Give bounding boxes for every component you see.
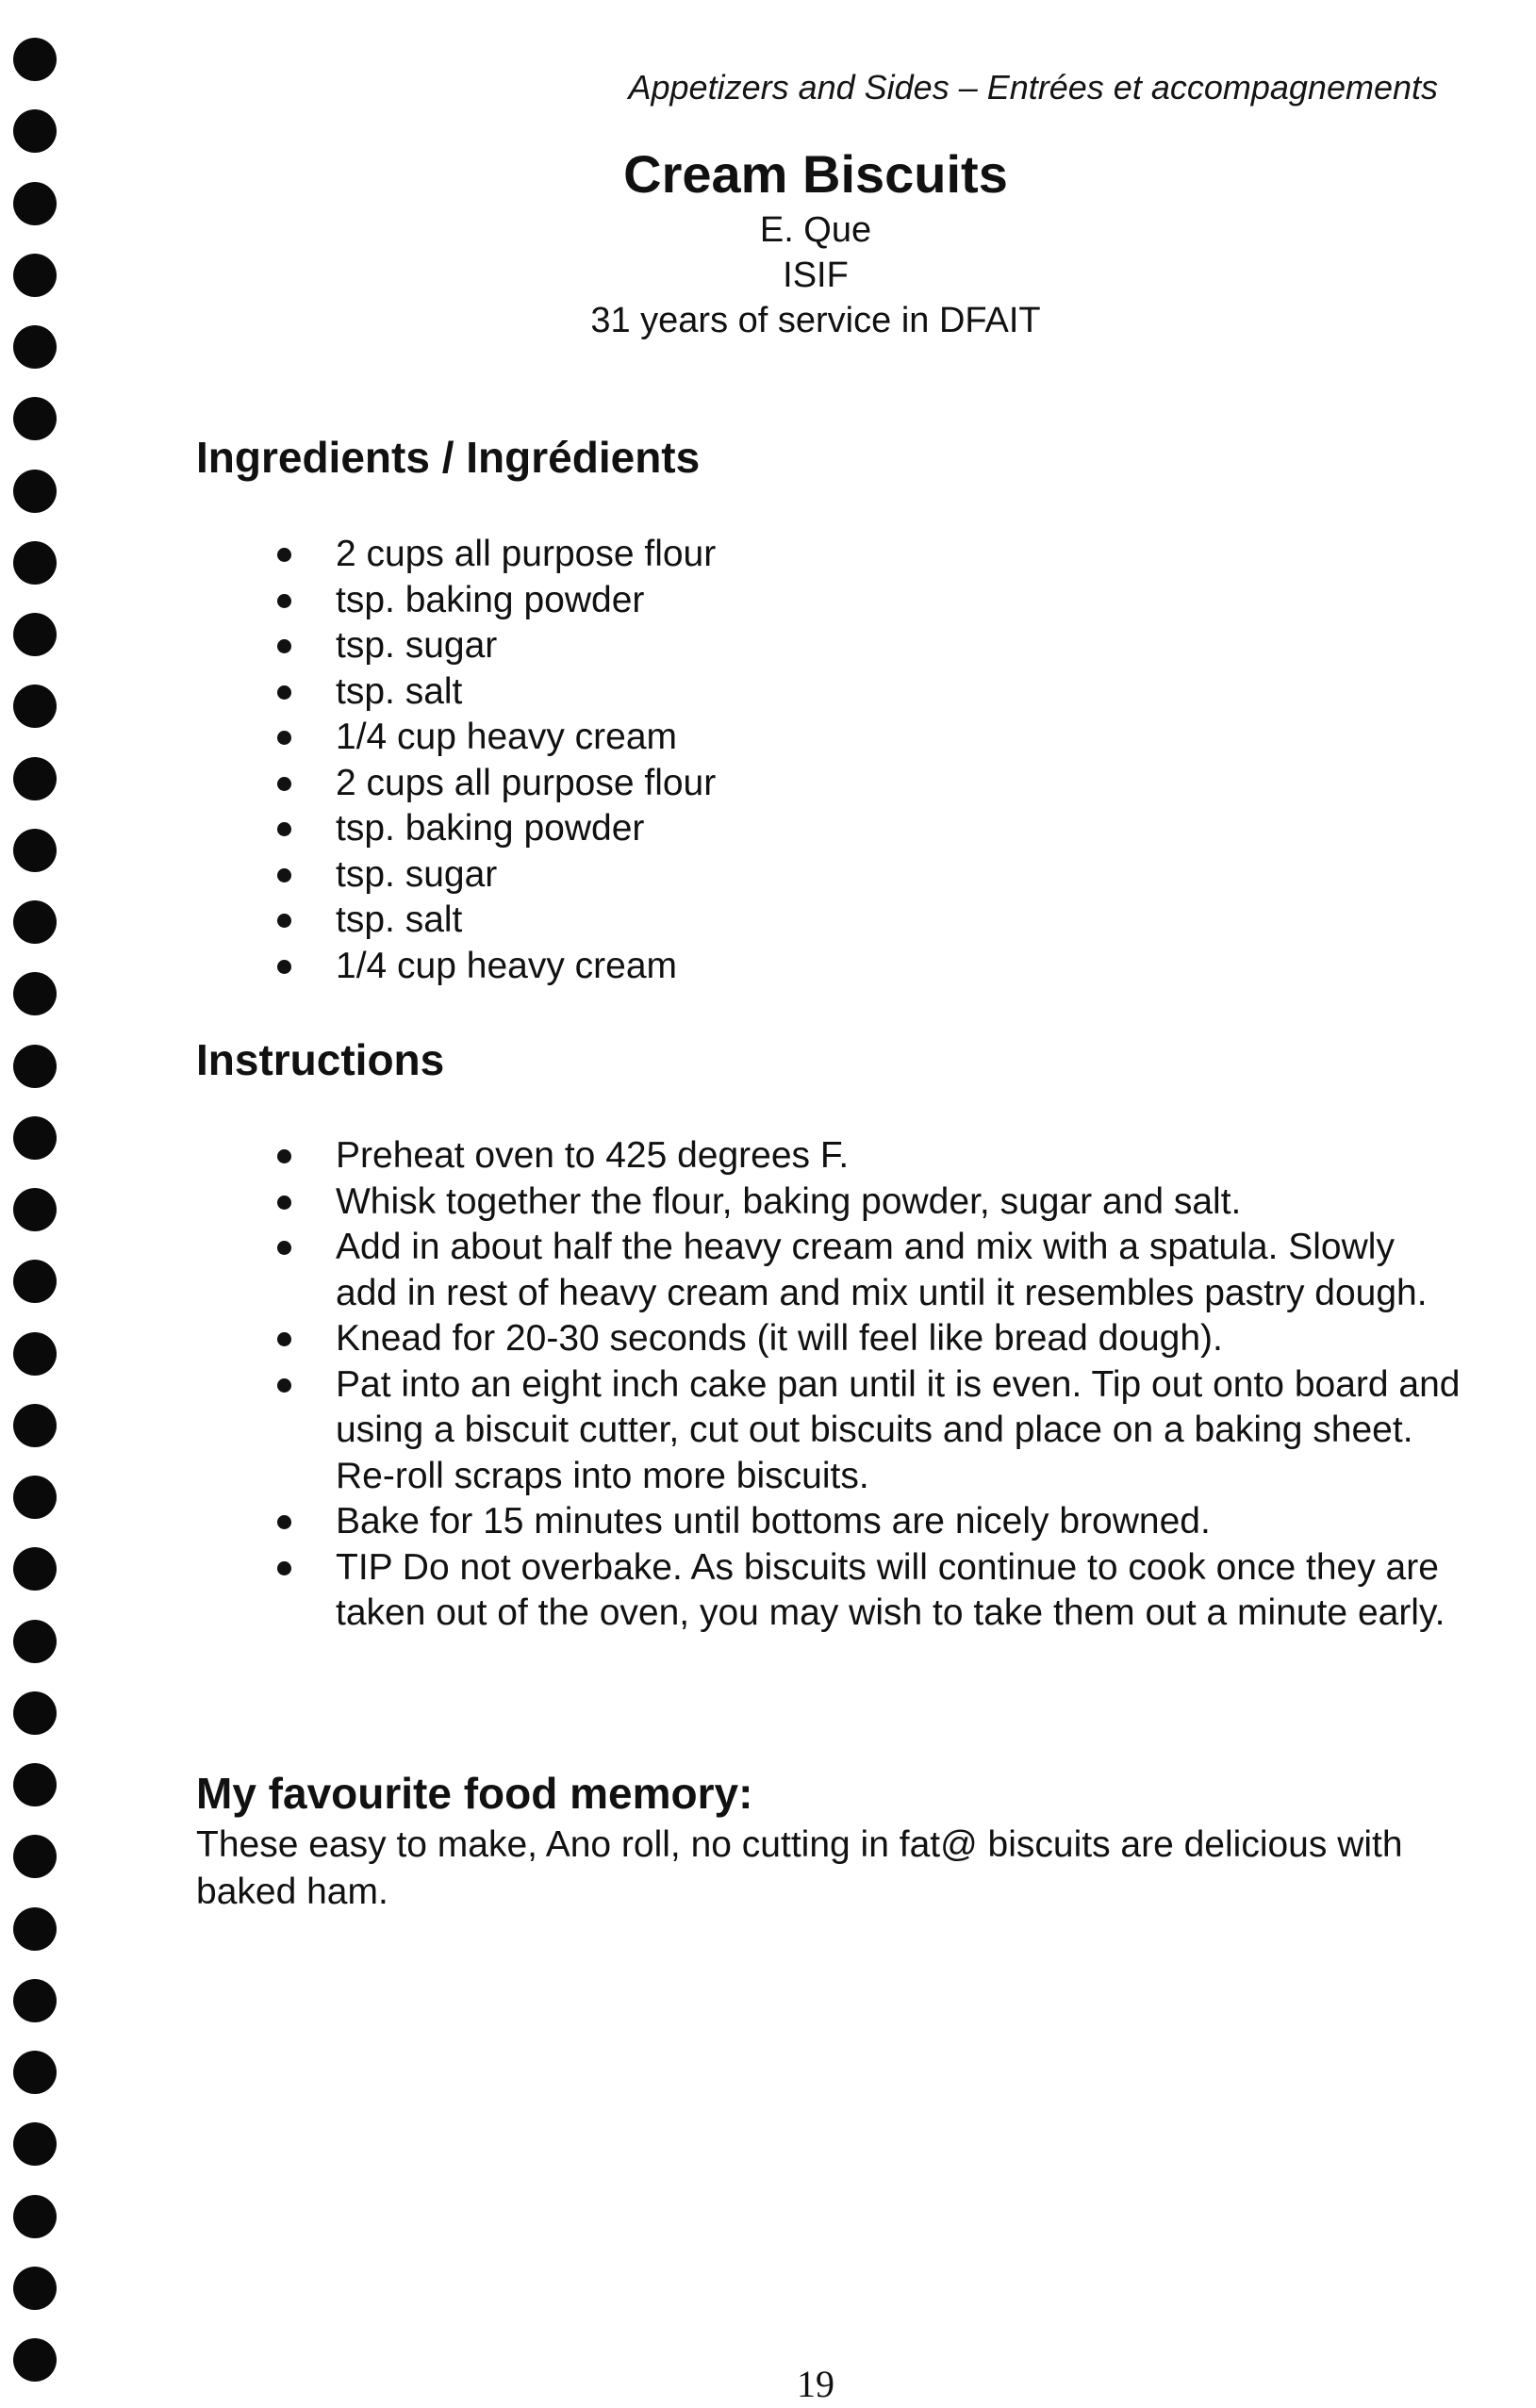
- binder-hole: [13, 2122, 57, 2166]
- bullet-icon: [277, 1515, 291, 1529]
- instruction-text: Pat into an eight inch cake pan until it is even. Tip out onto board and using a biscuit cutter, cut out biscuits and place on a baking sheet. Re-roll scraps into more biscuits.: [336, 1363, 1461, 1496]
- list-item: [273, 1545, 1462, 1637]
- binder-hole: [13, 613, 57, 656]
- binder-hole: [13, 1547, 57, 1591]
- binder-hole: [13, 1476, 57, 1519]
- bullet-icon: [277, 685, 291, 700]
- binder-hole: [13, 1116, 57, 1160]
- bullet-icon: [277, 1378, 291, 1393]
- ingredients-heading: Ingredients / Ingrédients: [196, 433, 701, 482]
- ingredient-text: 1/4 cup heavy cream: [336, 945, 678, 986]
- binder-hole: [13, 900, 57, 944]
- binder-hole: [13, 1691, 57, 1735]
- list-item: [273, 669, 716, 716]
- list-item: [273, 715, 716, 761]
- list-item: [273, 806, 716, 852]
- ingredient-text: tsp. salt: [336, 899, 463, 940]
- bullet-icon: [277, 914, 291, 928]
- recipe-service: 31 years of service in DFAIT: [590, 301, 1041, 340]
- instruction-text: Preheat oven to 425 degrees F.: [336, 1135, 850, 1176]
- binder-hole: [13, 1188, 57, 1231]
- list-item: [273, 1316, 1462, 1362]
- ingredient-text: tsp. salt: [336, 670, 463, 712]
- binder-hole: [13, 1260, 57, 1303]
- bullet-icon: [277, 960, 291, 974]
- binder-hole: [13, 397, 57, 440]
- memory-heading: My favourite food memory:: [196, 1769, 753, 1818]
- bullet-icon: [277, 1332, 291, 1346]
- bullet-icon: [277, 731, 291, 745]
- binder-hole: [13, 2195, 57, 2238]
- binder-hole: [13, 2267, 57, 2310]
- ingredient-text: tsp. sugar: [336, 625, 498, 666]
- binder-hole: [13, 1907, 57, 1951]
- memory-text: These easy to make, Ano roll, no cutting in fat@ biscuits are delicious with baked ham.: [196, 1824, 1403, 1912]
- ingredients-list: [273, 532, 716, 989]
- bullet-icon: [277, 777, 291, 791]
- list-item: [273, 761, 716, 807]
- bullet-icon: [277, 594, 291, 608]
- binder-hole: [13, 829, 57, 872]
- ingredient-text: 2 cups all purpose flour: [336, 534, 717, 574]
- binder-holes: [13, 38, 62, 2376]
- binder-hole: [13, 1045, 57, 1088]
- list-item: [273, 578, 716, 624]
- instructions-list: [273, 1133, 1462, 1637]
- ingredient-text: tsp. sugar: [336, 853, 498, 895]
- binder-hole: [13, 541, 57, 585]
- instruction-text: TIP Do not overbake. As biscuits will continue to cook once they are taken out of the oven, you may wish to take them out a minute early.: [336, 1546, 1445, 1633]
- binder-hole: [13, 1835, 57, 1878]
- binder-hole: [13, 1620, 57, 1663]
- bullet-icon: [277, 868, 291, 882]
- list-item: [273, 1362, 1462, 1500]
- ingredient-text: 2 cups all purpose flour: [336, 762, 717, 803]
- list-item: [273, 852, 716, 899]
- binder-hole: [13, 1332, 57, 1376]
- list-item: [273, 1133, 1462, 1179]
- list-item: [273, 944, 716, 990]
- instruction-text: Whisk together the flour, baking powder, sugar and salt.: [336, 1180, 1242, 1222]
- ingredient-text: 1/4 cup heavy cream: [336, 717, 678, 757]
- bullet-icon: [277, 1196, 291, 1210]
- instruction-text: Knead for 20-30 seconds (it will feel like bread dough).: [336, 1318, 1223, 1359]
- binder-hole: [13, 470, 57, 513]
- list-item: [273, 1225, 1462, 1316]
- bullet-icon: [277, 639, 291, 653]
- list-item: [273, 623, 716, 669]
- ingredient-text: tsp. baking powder: [336, 808, 645, 849]
- recipe-division: ISIF: [783, 256, 849, 295]
- binder-hole: [13, 1763, 57, 1806]
- bullet-icon: [277, 1149, 291, 1163]
- instruction-text: Bake for 15 minutes until bottoms are nicely browned.: [336, 1501, 1211, 1542]
- section-header: Appetizers and Sides – Entrées et accompagnements: [628, 68, 1438, 107]
- list-item: [273, 1499, 1462, 1545]
- page-number: 19: [797, 2363, 834, 2405]
- list-item: [273, 898, 716, 944]
- binder-hole: [13, 1404, 57, 1447]
- binder-hole: [13, 757, 57, 800]
- bullet-icon: [277, 1561, 291, 1575]
- list-item: [273, 1179, 1462, 1226]
- bullet-icon: [277, 1241, 291, 1255]
- binder-hole: [13, 972, 57, 1015]
- ingredient-text: tsp. baking powder: [336, 579, 645, 620]
- binder-hole: [13, 38, 57, 81]
- binder-hole: [13, 2051, 57, 2094]
- binder-hole: [13, 684, 57, 728]
- binder-hole: [13, 1979, 57, 2022]
- recipe-title: Cream Biscuits: [623, 144, 1008, 204]
- list-item: [273, 532, 716, 578]
- bullet-icon: [277, 822, 291, 836]
- instruction-text: Add in about half the heavy cream and mix with a spatula. Slowly add in rest of heavy cream and mix until it resembles pastry dough.: [336, 1227, 1428, 1313]
- instructions-heading: Instructions: [196, 1035, 445, 1084]
- bullet-icon: [277, 548, 291, 562]
- recipe-author: E. Que: [759, 210, 872, 250]
- recipe-title-block: [0, 141, 1536, 343]
